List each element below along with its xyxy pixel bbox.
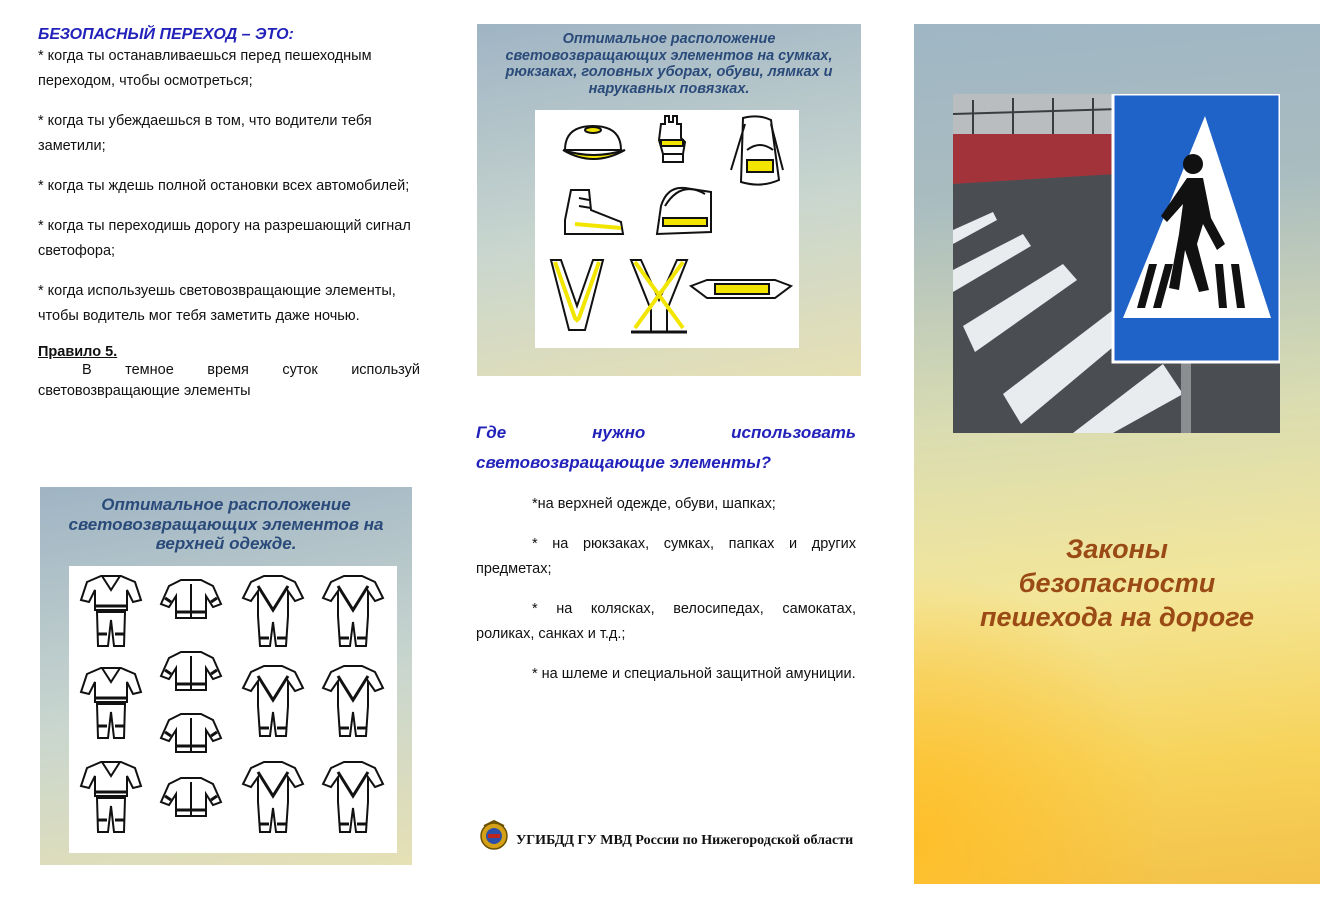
suspenders-icon [631,260,687,332]
backpack-icon [731,116,783,184]
bullet-4: * когда ты переходишь дорогу на разрешающий сигнал светофора; [38,218,411,259]
gibdd-emblem-icon [476,820,512,857]
clothes-reflector-panel [40,487,412,865]
place-2: * на рюкзаках, сумках, папках и других предметах; [476,536,856,577]
handbag-icon [657,188,711,234]
rule-title: Правило 5. [38,344,118,360]
vest-icon [551,260,603,330]
armband-icon [691,280,791,298]
bullet-3: * когда ты ждешь полной остановки всех автомобилей; [38,178,410,194]
bullet-5: * когда используешь световозвращающие элементы, чтобы водитель мог тебя заметить даже ночью. [38,283,396,324]
clothes-panel-title: Оптимальное расположение световозвращающих элементов на верхней одежде. [68,495,384,554]
safe-crossing-heading: БЕЗОПАСНЫЙ ПЕРЕХОД – ЭТО: [38,26,294,43]
glove-icon [659,116,685,162]
org-footer [476,820,856,857]
cover-title-line3: пешехода на дороге [980,602,1254,632]
accessories-diagram-svg [535,110,799,348]
org-name: УГИБДД ГУ МВД России по Нижегородской области [516,833,854,848]
accessories-reflector-panel [477,24,861,376]
boot-icon [565,190,623,234]
place-1: *на верхней одежде, обуви, шапках; [532,496,776,512]
bullet-2: * когда ты убеждаешься в том, что водители тебя заметили; [38,113,372,154]
place-4: * на шлеме и специальной защитной амуниции. [532,666,856,682]
middle-text [476,418,856,702]
where-heading-line2: световозвращающие элементы? [476,453,772,472]
cover-title-line2: безопасности [1018,568,1216,598]
crosswalk-sign-photo [953,94,1280,433]
clothes-diagram [69,566,397,853]
where-heading-line1: Где нужно использовать [476,423,856,442]
accessories-diagram [535,110,799,348]
bullet-1: * когда ты останавливаешься перед пешеходным переходом, чтобы осмотреться; [38,48,372,89]
rule-text: В темное время суток используй световозвращающие элементы [38,362,420,399]
cover-title [914,532,1320,634]
cover-title-line1: Законы [1066,534,1168,564]
cover-panel [914,24,1320,884]
clothes-diagram-svg [69,566,397,853]
accessories-panel-title: Оптимальное расположение световозвращающих элементов на сумках, рюкзаках, головных уборах, обуви, лямках и нарукавных повязках. [505,31,833,98]
place-3: * на колясках, велосипедах, самокатах, роликах, санках и т.д.; [476,601,856,642]
cap-icon [563,126,625,159]
left-column [38,26,420,402]
